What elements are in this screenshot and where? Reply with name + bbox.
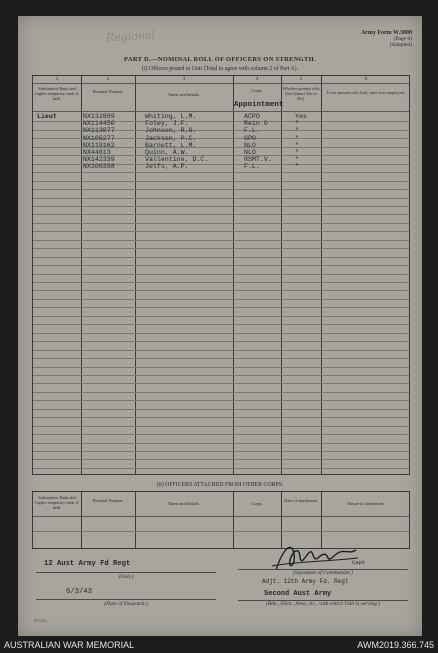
corps-cell: ACPO bbox=[244, 113, 260, 120]
printer-code: M 3163 bbox=[34, 618, 47, 623]
col-head-number: Personal Number. bbox=[92, 89, 124, 94]
col-head-employment: If not present with Unit, state how employed. bbox=[327, 90, 405, 95]
personal-number-cell: NX142339 bbox=[83, 156, 115, 164]
faint-annotation: Regional bbox=[105, 28, 156, 45]
personal-number-cell: NX100358 bbox=[83, 163, 115, 171]
date-caption: (Date of Despatch.) bbox=[104, 601, 148, 607]
col-ii-head-name: Name and Initials. bbox=[168, 501, 200, 506]
signatory-caption: (Signature of Commander.) bbox=[293, 570, 353, 576]
personal-number-cell: NX114450 bbox=[83, 120, 115, 128]
col-num-5: 5 bbox=[299, 77, 303, 82]
personal-number-cell: NX105277 bbox=[83, 134, 115, 142]
form-page: (Page 6) bbox=[393, 36, 412, 42]
present-cell: " bbox=[295, 149, 299, 156]
officers-posted-table bbox=[32, 75, 410, 475]
formation-caption: (Bde., Divn., Area, etc., with which Unit is serving.) bbox=[266, 601, 380, 607]
despatch-date: 6/3/43 bbox=[66, 588, 92, 596]
personal-number-cell: NX132889 bbox=[83, 113, 115, 120]
officer-name-cell: Barnett, L.M. bbox=[145, 141, 197, 149]
col-head-present: Whether present with Unit (Insert Yes or No). bbox=[282, 86, 320, 101]
officer-name-cell: Vallentine, D.C. bbox=[145, 156, 209, 164]
present-cell: Yes bbox=[295, 113, 307, 120]
present-cell: " bbox=[295, 141, 299, 149]
col-head-name: Name and Initials. bbox=[168, 92, 200, 97]
officer-name-cell: Foley, J.F. bbox=[145, 120, 189, 128]
personal-number-cell: NX113077 bbox=[83, 127, 115, 135]
officer-name-cell: Jackson, P.C. bbox=[145, 134, 197, 142]
present-cell: " bbox=[295, 134, 299, 142]
corps-cell: Rein O bbox=[244, 120, 268, 128]
form-number: Army Form W.3008 bbox=[360, 30, 412, 36]
col-num-3: 3 bbox=[182, 77, 186, 82]
officer-name-cell: Jelfs, A.P. bbox=[145, 163, 189, 171]
signatory-appointment: Adjt. 12th Army Fd. Regt bbox=[262, 578, 349, 585]
section-i-title: (i) Officers posted to Unit (Total to agree with column 2 of Part A). bbox=[142, 66, 298, 72]
col-num-1: 1 bbox=[55, 77, 59, 82]
personal-number-cell: NX44613 bbox=[83, 149, 111, 156]
corps-cell: NLO bbox=[244, 149, 256, 156]
form-adapted: (Adapted) bbox=[389, 42, 412, 48]
col-ii-head-date: Date of attachment. bbox=[284, 498, 318, 503]
caption-accession: AWM2019.366.745 bbox=[357, 640, 434, 650]
signatory-rank: Capt bbox=[352, 559, 366, 566]
col-head-corps: Corps. bbox=[251, 88, 263, 93]
appointment-overtype: Appointment bbox=[234, 101, 284, 109]
col-num-6: 6 bbox=[364, 77, 368, 82]
part-title: PART D.—NOMINAL ROLL OF OFFICERS ON STRENGTH. bbox=[124, 56, 316, 63]
col-ii-head-nature: Nature of attachment. bbox=[347, 501, 385, 506]
officer-name-cell: Whiting, L.M. bbox=[145, 113, 197, 120]
col-head-rank: Substantive Rank and higher temporary rank, if held. bbox=[35, 86, 79, 101]
corps-cell: GPO bbox=[244, 134, 256, 142]
corps-cell: RSMT.V. bbox=[244, 156, 272, 164]
corps-cell: F.L. bbox=[244, 163, 260, 171]
col-ii-head-number: Personal Number. bbox=[92, 498, 124, 503]
caption-institution: AUSTRALIAN WAR MEMORIAL bbox=[4, 640, 135, 650]
form-identifier bbox=[361, 30, 412, 48]
present-cell: " bbox=[295, 120, 299, 128]
present-cell: " bbox=[295, 163, 299, 171]
rank-cell: Lieut bbox=[37, 113, 57, 120]
corps-cell: NLO bbox=[244, 141, 256, 149]
officer-name-cell: Johnson, R.G. bbox=[145, 127, 197, 135]
col-num-2: 2 bbox=[106, 77, 110, 82]
col-num-4: 4 bbox=[255, 77, 259, 82]
form-sheet bbox=[18, 16, 422, 636]
officer-name-cell: Quinn, A.W. bbox=[145, 149, 189, 156]
caption-bar bbox=[0, 638, 438, 653]
corps-cell: F.L. bbox=[244, 127, 260, 135]
unit-name: 12 Aust Army Fd Regt bbox=[44, 560, 131, 568]
present-cell: " bbox=[295, 127, 299, 135]
personal-number-cell: NX119162 bbox=[83, 141, 115, 149]
formation-name: Second Aust Army bbox=[264, 590, 332, 598]
present-cell: " bbox=[295, 156, 299, 164]
section-ii-title: (ii) OFFICERS ATTACHED FROM OTHER CORPS. bbox=[156, 482, 284, 488]
col-ii-head-corps: Corps. bbox=[251, 501, 263, 506]
unit-caption: (Unit.) bbox=[118, 574, 134, 580]
col-ii-head-rank: Substantive Rank and higher temporary rank, if held. bbox=[35, 495, 79, 510]
